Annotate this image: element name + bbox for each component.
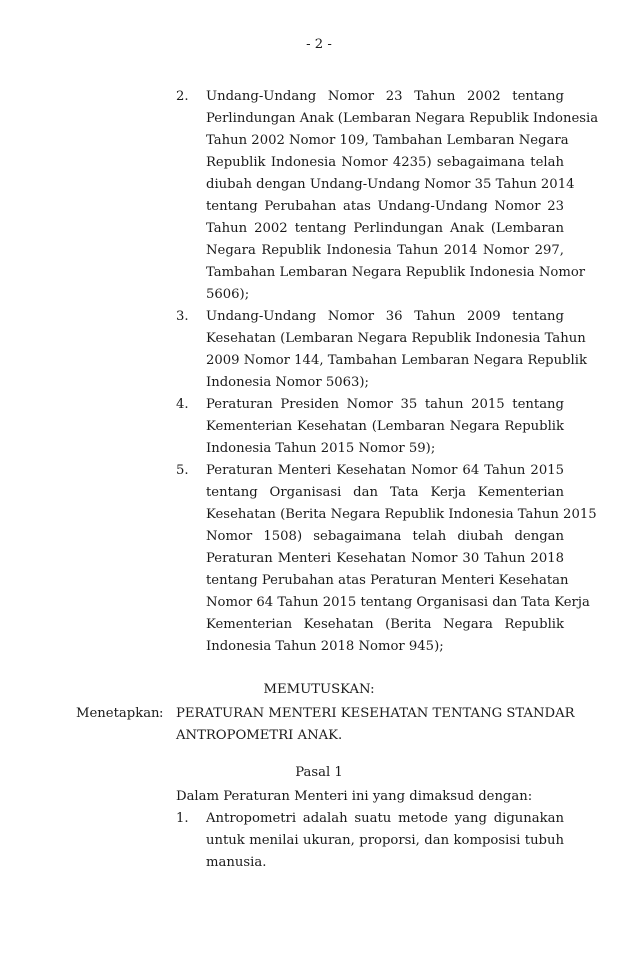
text-line: tentang Perubahan atas Undang-Undang Nomor 23 [206,199,564,214]
text-line: Perlindungan Anak (Lembaran Negara Republik Indonesia [206,111,599,126]
article-intro: Dalam Peraturan Menteri ini yang dimaksud dengan: [176,789,533,804]
page-number: - 2 - [306,37,332,52]
item-number: 1. [176,811,189,826]
text-line: diubah dengan Undang-Undang Nomor 35 Tahun 2014 [206,177,575,192]
decision-text [176,703,575,747]
text-line: ANTROPOMETRI ANAK. [176,728,343,743]
item-text [206,460,597,658]
text-line: Undang-Undang Nomor 36 Tahun 2009 tentang [206,309,564,324]
item-number: 4. [176,397,189,412]
text-line: Kesehatan (Lembaran Negara Republik Indonesia Tahun [206,331,586,346]
text-line: Indonesia Nomor 5063); [206,375,369,390]
item-number: 5. [176,463,189,478]
item-text [206,306,587,394]
text-line: Indonesia Tahun 2015 Nomor 59); [206,441,436,456]
text-line: Nomor 1508) sebagaimana telah diubah dengan [206,529,564,544]
considering-list [176,86,599,658]
item-number: 2. [176,89,189,104]
text-line: Peraturan Presiden Nomor 35 tahun 2015 tentang [206,397,564,412]
text-line: Kementerian Kesehatan (Lembaran Negara Republik [206,419,564,434]
list-item-3 [176,306,587,394]
item-text [206,808,564,874]
text-line: 2009 Nomor 144, Tambahan Lembaran Negara Republik [206,353,587,368]
decision-label: Menetapkan [76,706,160,721]
text-line: Nomor 64 Tahun 2015 tentang Organisasi dan Tata Kerja [206,595,590,610]
text-line: manusia. [206,855,267,870]
item-number: 3. [176,309,189,324]
text-line: 5606); [206,287,250,302]
article-heading: Pasal 1 [295,765,343,780]
text-line: Peraturan Menteri Kesehatan Nomor 30 Tahun 2018 [206,551,564,566]
text-line: Peraturan Menteri Kesehatan Nomor 64 Tahun 2015 [206,463,564,478]
list-item-2 [176,86,599,306]
item-text [206,86,599,306]
text-line: Antropometri adalah suatu metode yang digunakan [206,811,564,826]
text-line: untuk menilai ukuran, proporsi, dan komposisi tubuh [206,833,564,848]
definition-item-1 [176,808,564,874]
text-line: Kementerian Kesehatan (Berita Negara Republik [206,617,564,632]
text-line: Negara Republik Indonesia Tahun 2014 Nomor 297, [206,243,564,258]
text-line: Tambahan Lembaran Negara Republik Indonesia Nomor [206,265,586,280]
text-line: Undang-Undang Nomor 23 Tahun 2002 tentang [206,89,564,104]
text-line: Republik Indonesia Nomor 4235) sebagaimana telah [206,155,564,170]
text-line: tentang Perubahan atas Peraturan Menteri Kesehatan [206,573,569,588]
definition-list [176,808,564,874]
list-item-5 [176,460,597,658]
decision-heading: MEMUTUSKAN: [263,682,375,697]
text-line: PERATURAN MENTERI KESEHATAN TENTANG STANDAR [176,706,575,721]
text-line: Indonesia Tahun 2018 Nomor 945); [206,639,444,654]
list-item-4 [176,394,564,460]
item-text [206,394,564,460]
text-line: tentang Organisasi dan Tata Kerja Kementerian [206,485,564,500]
decision-colon: : [159,706,164,721]
text-line: Tahun 2002 Nomor 109, Tambahan Lembaran Negara [206,133,569,148]
text-line: Kesehatan (Berita Negara Republik Indonesia Tahun 2015 [206,507,597,522]
text-line: Tahun 2002 tentang Perlindungan Anak (Lembaran [206,221,564,236]
